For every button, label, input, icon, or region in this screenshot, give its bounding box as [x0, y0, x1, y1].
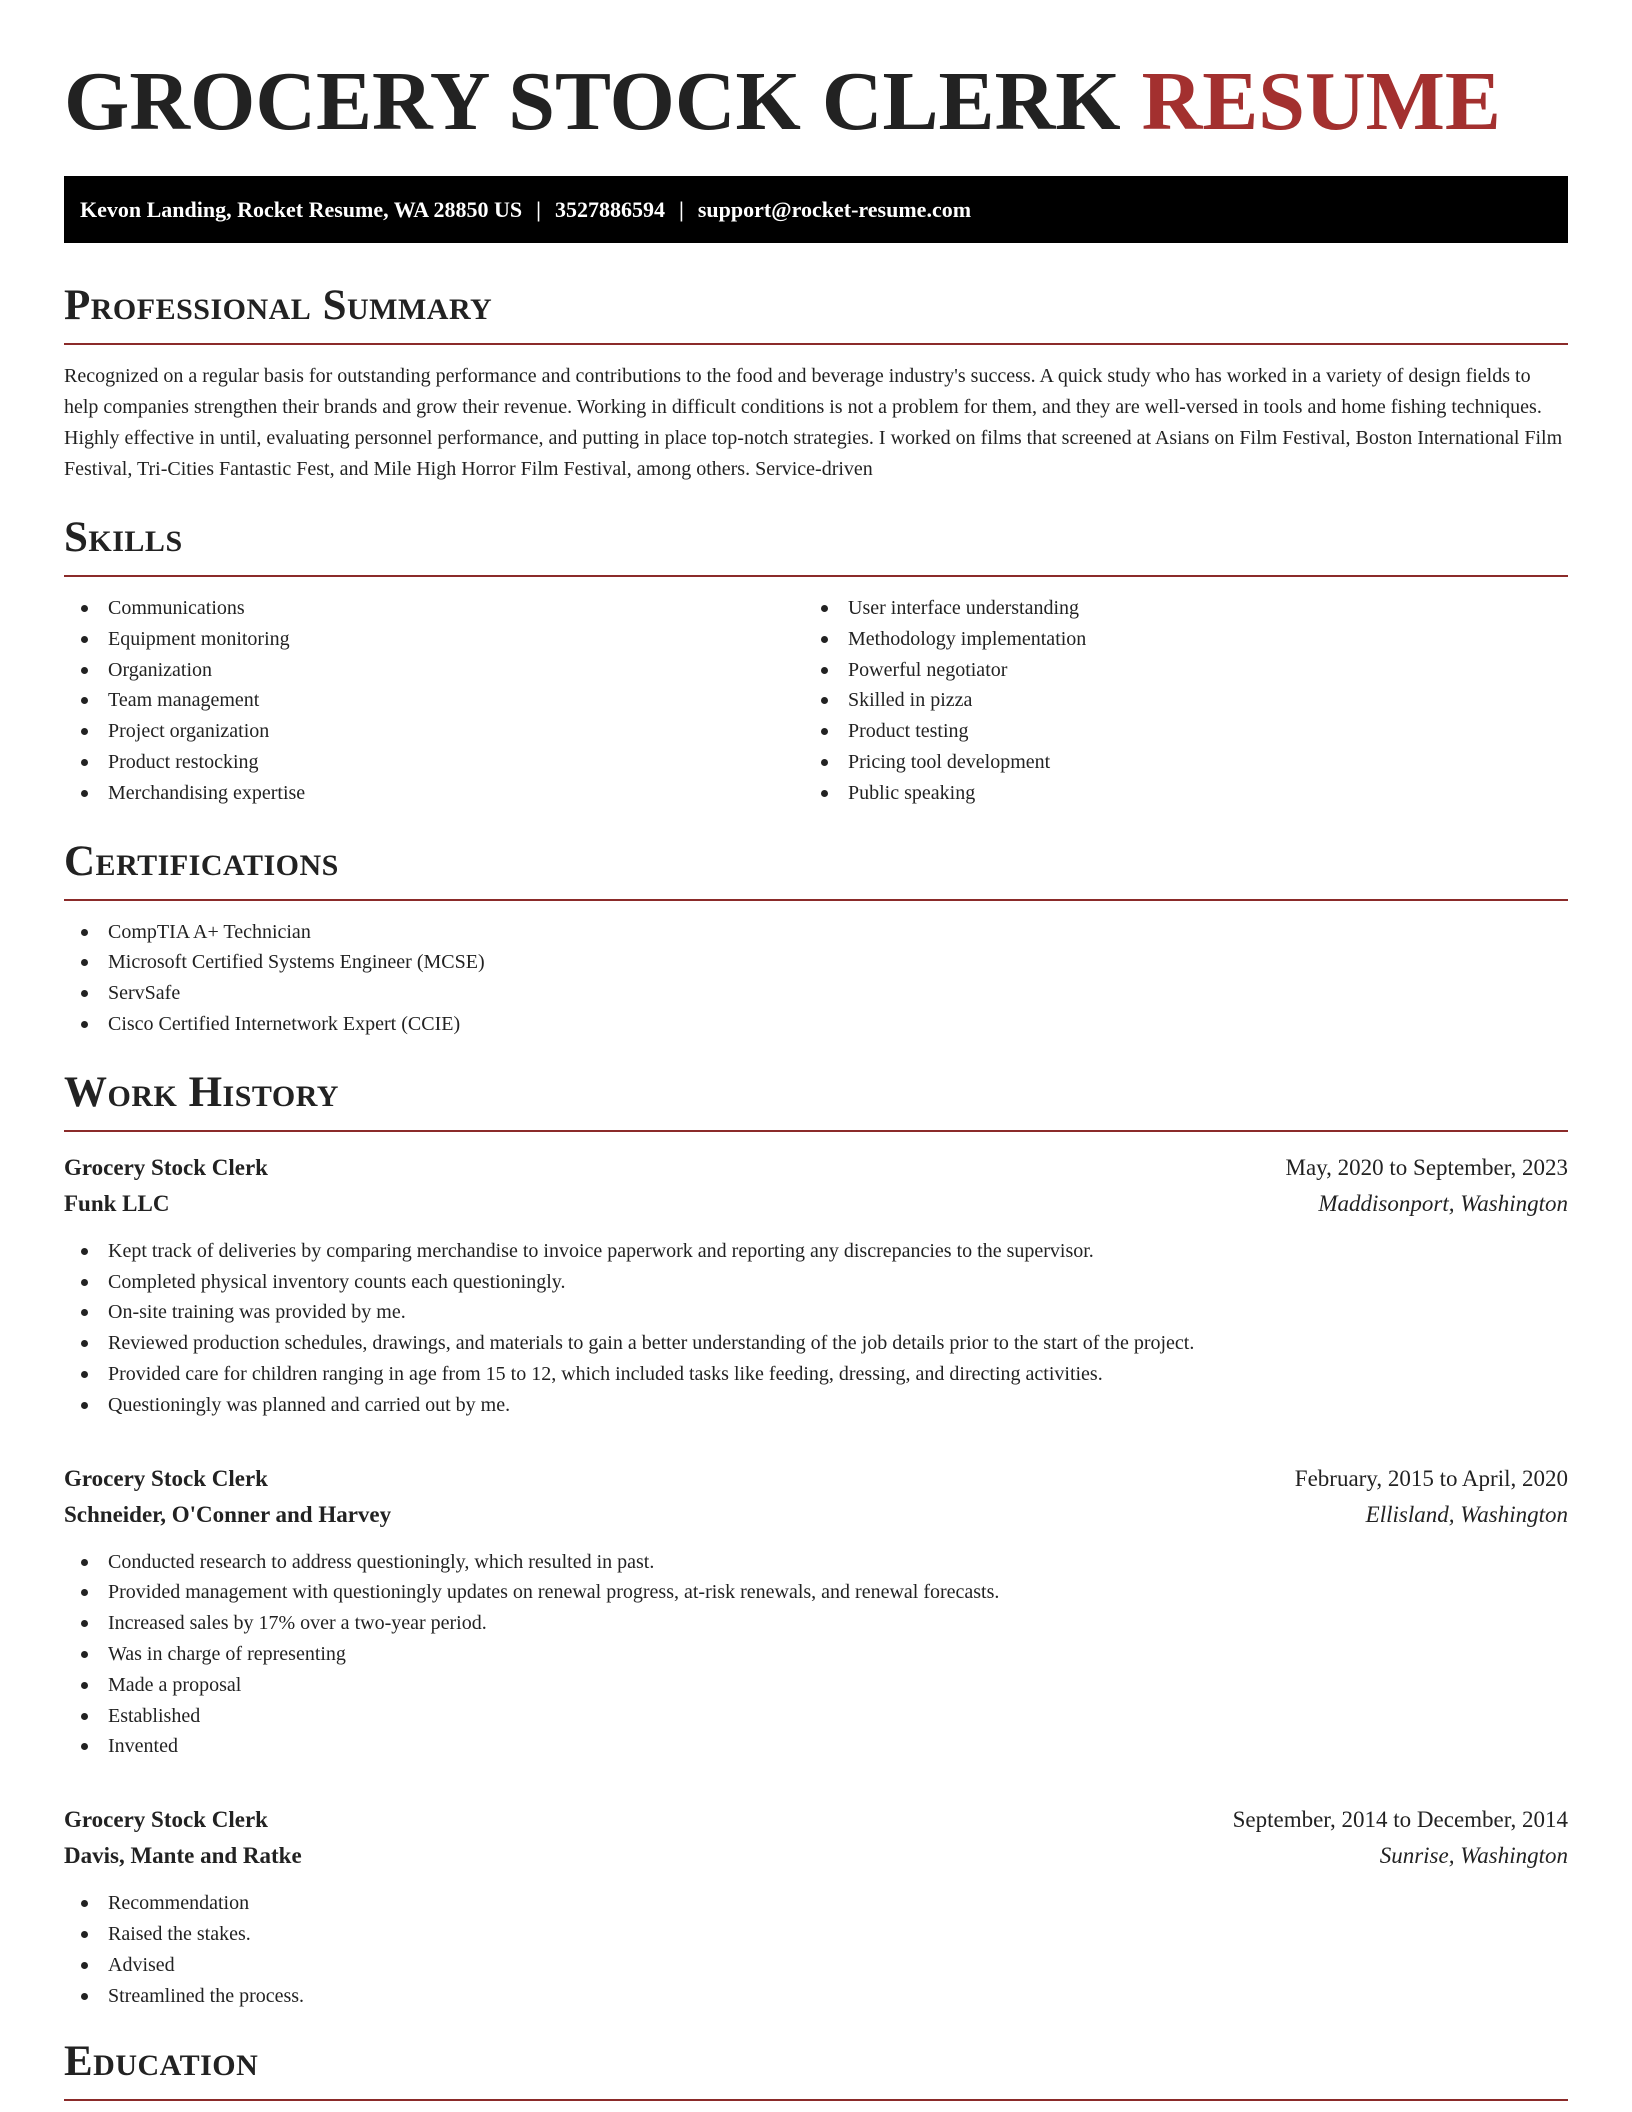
skills-list-right — [804, 593, 1544, 809]
skill-item: User interface understanding — [804, 593, 1544, 624]
section-divider — [64, 1130, 1568, 1132]
resume-title — [64, 0, 1568, 164]
job-title: Grocery Stock Clerk — [64, 1807, 268, 1833]
certifications-heading: Certifications — [64, 837, 339, 885]
summary-text: Recognized on a regular basis for outstanding performance and contributions to the food and beverage industry's success. A quick study who has worked in a variety of design fields to help companies strengthen their brands and grow their revenue. Working in difficult conditions is not a problem for them, and they are well-versed in tools and home fishing techniques. Highly effective in until, evaluating personnel performance, and putting in place top-notch strategies. I worked on films that screened at Asians on Film Festival, Boston International Film Festival, Tri-Cities Fantastic Fest, and Mile High Horror Film Festival, among others. Service-driven — [64, 365, 1563, 480]
section-divider — [64, 343, 1568, 345]
certification-item: ServSafe — [64, 978, 1568, 1009]
title-main: GROCERY STOCK CLERK — [64, 55, 1121, 148]
certifications-list — [64, 917, 1568, 1040]
job-location: Ellisland, Washington — [1365, 1501, 1568, 1527]
job-company-row — [64, 1838, 1568, 1874]
certifications-section — [64, 837, 1568, 1040]
job-dates: September, 2014 to December, 2014 — [1232, 1807, 1568, 1833]
certification-item: Microsoft Certified Systems Engineer (MCSE) — [64, 947, 1568, 978]
contact-phone[interactable]: 3527886594 — [554, 197, 665, 222]
skills-section — [64, 513, 1568, 809]
job-company: Davis, Mante and Ratke — [64, 1843, 302, 1869]
summary-section — [64, 281, 1568, 485]
job-company: Schneider, O'Conner and Harvey — [64, 1501, 392, 1527]
skill-item: Equipment monitoring — [64, 624, 804, 655]
skills-list-left — [64, 593, 804, 809]
contact-separator: | — [678, 197, 684, 222]
job-location: Sunrise, Washington — [1379, 1843, 1568, 1869]
job-duty-item: Was in charge of representing — [64, 1639, 1568, 1670]
section-divider — [64, 2099, 1568, 2101]
job-duty-item: Provided management with questioningly updates on renewal progress, at-risk renewals, and renewal forecasts. — [64, 1577, 1568, 1608]
job-title: Grocery Stock Clerk — [64, 1154, 268, 1180]
skill-item: Communications — [64, 593, 804, 624]
job-title: Grocery Stock Clerk — [64, 1465, 268, 1491]
contact-address: Kevon Landing, Rocket Resume, WA 28850 US — [80, 197, 523, 222]
job-entry — [64, 1461, 1568, 1763]
job-dates: May, 2020 to September, 2023 — [1285, 1154, 1568, 1180]
job-duty-item: Invented — [64, 1731, 1568, 1762]
job-header-row — [64, 1150, 1568, 1186]
title-accent: RESUME — [1141, 55, 1501, 148]
job-duty-item: Conducted research to address questioningly, which resulted in past. — [64, 1547, 1568, 1578]
job-duty-item: Questioningly was planned and carried out by me. — [64, 1390, 1568, 1421]
job-duty-item: Recommendation — [64, 1888, 1568, 1919]
skills-heading: Skills — [64, 514, 183, 561]
skill-item: Project organization — [64, 716, 804, 747]
skill-item: Public speaking — [804, 778, 1544, 809]
skill-item: Methodology implementation — [804, 624, 1544, 655]
education-section — [64, 2037, 1568, 2101]
job-duty-item: Raised the stakes. — [64, 1919, 1568, 1950]
skill-item: Powerful negotiator — [804, 655, 1544, 686]
job-location: Maddisonport, Washington — [1318, 1190, 1568, 1216]
job-duty-item: Provided care for children ranging in age from 15 to 12, which included tasks like feeding, dressing, and directing activities. — [64, 1359, 1568, 1390]
job-entry — [64, 1150, 1568, 1421]
resume-page — [64, 0, 1568, 2101]
job-duties-list — [64, 1547, 1568, 1763]
job-duty-item: Established — [64, 1701, 1568, 1732]
job-company: Funk LLC — [64, 1190, 170, 1216]
skill-item: Team management — [64, 685, 804, 716]
job-company-row — [64, 1497, 1568, 1533]
job-duty-item: Made a proposal — [64, 1670, 1568, 1701]
contact-email[interactable]: support@rocket-resume.com — [697, 197, 972, 222]
skill-item: Pricing tool development — [804, 747, 1544, 778]
skill-item: Product testing — [804, 716, 1544, 747]
job-duties-list — [64, 1236, 1568, 1421]
job-duty-item: Advised — [64, 1950, 1568, 1981]
job-duty-item: Increased sales by 17% over a two-year period. — [64, 1608, 1568, 1639]
skill-item: Product restocking — [64, 747, 804, 778]
job-company-row — [64, 1186, 1568, 1222]
certification-item: Cisco Certified Internetwork Expert (CCIE) — [64, 1009, 1568, 1040]
skill-item: Skilled in pizza — [804, 685, 1544, 716]
skill-item: Organization — [64, 655, 804, 686]
work-history-heading: Work History — [64, 1068, 339, 1116]
summary-heading: Professional Summary — [64, 282, 493, 329]
job-duty-item: Reviewed production schedules, drawings, and materials to gain a better understanding of the job details prior to the start of the project. — [64, 1328, 1568, 1359]
education-heading: Education — [64, 2038, 259, 2086]
contact-separator: | — [536, 197, 541, 222]
job-duty-item: On-site training was provided by me. — [64, 1297, 1568, 1328]
job-duties-list — [64, 1888, 1568, 2011]
job-duty-item: Streamlined the process. — [64, 1981, 1568, 2012]
job-header-row — [64, 1802, 1568, 1838]
skills-columns — [64, 593, 1568, 809]
certification-item: CompTIA A+ Technician — [64, 917, 1568, 948]
contact-bar — [64, 176, 1568, 243]
job-entry — [64, 1802, 1568, 2011]
section-divider — [64, 899, 1568, 901]
job-duty-item: Kept track of deliveries by comparing merchandise to invoice paperwork and reporting any discrepancies to the supervisor. — [64, 1236, 1568, 1267]
job-duty-item: Completed physical inventory counts each questioningly. — [64, 1267, 1568, 1298]
skill-item: Merchandising expertise — [64, 778, 804, 809]
job-dates: February, 2015 to April, 2020 — [1294, 1465, 1568, 1491]
job-header-row — [64, 1461, 1568, 1497]
work-history-section — [64, 1068, 1568, 2012]
section-divider — [64, 575, 1568, 577]
